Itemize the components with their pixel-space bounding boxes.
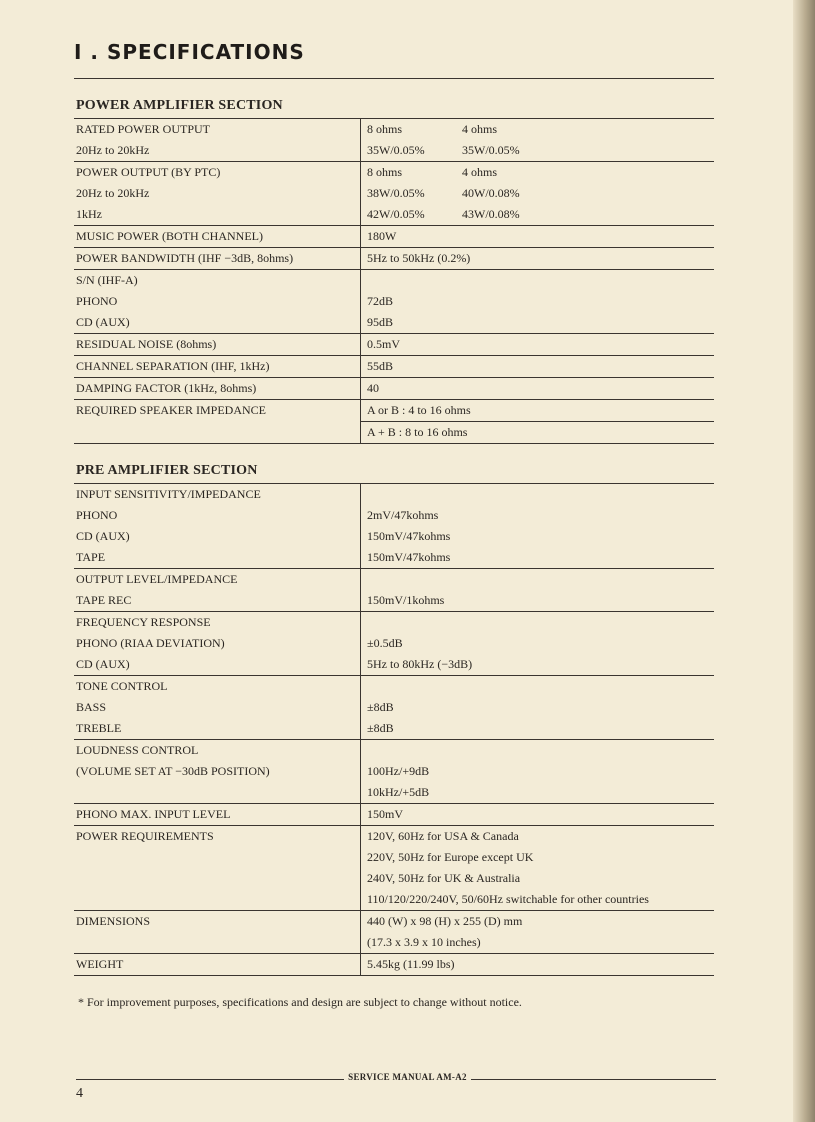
footer [0, 1072, 815, 1082]
bandwidth-value: 5Hz to 50kHz (0.2%) [361, 248, 715, 270]
freq-phono-value: ±0.5dB [367, 636, 403, 650]
power-req-value-3: 240V, 50Hz for UK & Australia [367, 871, 521, 885]
music-power-label: MUSIC POWER (BOTH CHANNEL) [74, 226, 361, 248]
power-amp-heading: POWER AMPLIFIER SECTION [76, 98, 283, 113]
separation-label: CHANNEL SEPARATION (IHF, 1kHz) [74, 356, 361, 378]
rated-power-h1: 8 ohms [367, 122, 403, 136]
ptc-sub1: 20Hz to 20kHz [74, 183, 361, 204]
rated-power-sub: 20Hz to 20kHz [74, 140, 361, 162]
phono-max-value: 150mV [361, 804, 715, 826]
footer-label: SERVICE MANUAL AM-A2 [344, 1072, 471, 1082]
rated-power-label: RATED POWER OUTPUT [74, 119, 361, 141]
loudness-sub-label: (VOLUME SET AT −30dB POSITION) [74, 761, 361, 782]
residual-label: RESIDUAL NOISE (8ohms) [74, 334, 361, 356]
impedance-label: REQUIRED SPEAKER IMPEDANCE [74, 400, 361, 422]
sn-phono-value: 72dB [367, 294, 394, 308]
sn-phono-label: PHONO [74, 291, 361, 312]
tone-bass-value: ±8dB [367, 700, 394, 714]
output-sub-label: TAPE REC [74, 590, 361, 612]
rated-power-h2: 4 ohms [462, 122, 498, 136]
page-edge-shadow [793, 0, 815, 1122]
power-amp-table [74, 118, 714, 444]
loudness-value-1: 100Hz/+9dB [367, 764, 430, 778]
rated-power-v2: 35W/0.05% [462, 143, 520, 157]
page-title: I . SPECIFICATIONS [74, 40, 305, 64]
power-req-value-1: 120V, 60Hz for USA & Canada [367, 829, 519, 843]
input-tape-label: TAPE [74, 547, 361, 569]
ptc-h2: 4 ohms [462, 165, 498, 179]
tone-label: TONE CONTROL [74, 676, 361, 698]
ptc-s1v2: 40W/0.08% [462, 186, 520, 200]
tone-treble-label: TREBLE [74, 718, 361, 740]
music-power-value: 180W [361, 226, 715, 248]
page-number: 4 [76, 1086, 83, 1101]
ptc-sub2: 1kHz [74, 204, 361, 226]
phono-max-label: PHONO MAX. INPUT LEVEL [74, 804, 361, 826]
tone-bass-label: BASS [74, 697, 361, 718]
input-phono-value: 2mV/47kohms [367, 508, 439, 522]
dimensions-label: DIMENSIONS [74, 911, 361, 933]
ptc-s2v1: 42W/0.05% [367, 207, 425, 221]
input-label: INPUT SENSITIVITY/IMPEDANCE [74, 484, 361, 506]
pre-amp-table [74, 483, 714, 976]
power-req-value-4: 110/120/220/240V, 50/60Hz switchable for other countries [361, 889, 715, 911]
input-tape-value: 150mV/47kohms [361, 547, 715, 569]
freq-cd-label: CD (AUX) [74, 654, 361, 676]
freq-label: FREQUENCY RESPONSE [74, 612, 361, 634]
input-cd-value: 150mV/47kohms [367, 529, 451, 543]
loudness-value-2: 10kHz/+5dB [361, 782, 715, 804]
freq-phono-label: PHONO (RIAA DEVIATION) [74, 633, 361, 654]
dimensions-value-2: (17.3 x 3.9 x 10 inches) [361, 932, 715, 954]
title-rule [74, 78, 714, 79]
ptc-s1v1: 38W/0.05% [367, 186, 425, 200]
loudness-label: LOUDNESS CONTROL [74, 740, 361, 762]
sn-cd-label: CD (AUX) [74, 312, 361, 334]
footnote: * For improvement purposes, specifications and design are subject to change without notice. [78, 995, 522, 1009]
tone-treble-value: ±8dB [361, 718, 715, 740]
sn-label: S/N (IHF-A) [74, 270, 361, 292]
power-req-value-2: 220V, 50Hz for Europe except UK [367, 850, 534, 864]
freq-cd-value: 5Hz to 80kHz (−3dB) [361, 654, 715, 676]
ptc-s2v2: 43W/0.08% [462, 207, 520, 221]
input-cd-label: CD (AUX) [74, 526, 361, 547]
ptc-label: POWER OUTPUT (BY PTC) [74, 162, 361, 184]
impedance-value-2: A + B : 8 to 16 ohms [361, 422, 715, 444]
damping-value: 40 [361, 378, 715, 400]
weight-value: 5.45kg (11.99 lbs) [361, 954, 715, 976]
sn-cd-value: 95dB [361, 312, 715, 334]
dimensions-value-1: 440 (W) x 98 (H) x 255 (D) mm [367, 914, 523, 928]
power-req-label: POWER REQUIREMENTS [74, 826, 361, 848]
output-value: 150mV/1kohms [361, 590, 715, 612]
impedance-value-1: A or B : 4 to 16 ohms [361, 400, 715, 422]
pre-amp-heading: PRE AMPLIFIER SECTION [76, 463, 258, 478]
output-label: OUTPUT LEVEL/IMPEDANCE [74, 569, 361, 591]
input-phono-label: PHONO [74, 505, 361, 526]
weight-label: WEIGHT [74, 954, 361, 976]
ptc-h1: 8 ohms [367, 165, 403, 179]
separation-value: 55dB [361, 356, 715, 378]
rated-power-v1: 35W/0.05% [367, 143, 425, 157]
damping-label: DAMPING FACTOR (1kHz, 8ohms) [74, 378, 361, 400]
residual-value: 0.5mV [361, 334, 715, 356]
bandwidth-label: POWER BANDWIDTH (IHF −3dB, 8ohms) [74, 248, 361, 270]
